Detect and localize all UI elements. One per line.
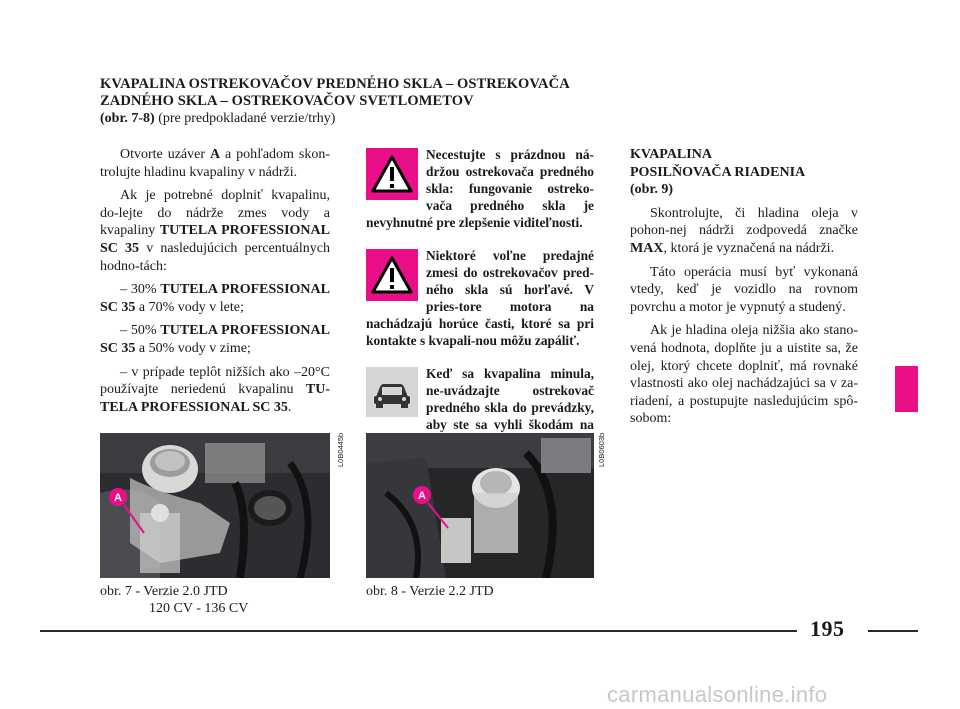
caution-text: Keď sa kvapalina minula, ne-uvádzajte ostrekovač predného skla do prevádzky, aby ste sa vyhli škodám na <box>426 366 594 432</box>
warning-box <box>366 146 594 231</box>
footer-rule <box>40 630 797 632</box>
column-washer-fluid <box>100 146 330 422</box>
list-item: – 50% TUTELA PROFESSIONAL SC 35 a 50% vody v zime; <box>100 323 330 356</box>
subsection-title: POSILŇOVAČA RIADENIA <box>630 164 806 180</box>
engine-photo-2 <box>366 433 594 578</box>
paragraph: Otvorte uzáver A a pohľadom skon-trolujte hladinu kvapaliny v nádrži. <box>100 147 330 180</box>
callout-label-a: A <box>418 490 426 502</box>
list-item: – 30% TUTELA PROFESSIONAL SC 35 a 70% vody v lete; <box>100 282 330 315</box>
warning-triangle-icon <box>366 148 418 200</box>
watermark: carmanualsonline.info <box>607 682 828 707</box>
column-power-steering <box>630 146 858 434</box>
column-warnings <box>366 146 594 466</box>
figure-code: L0B0445b <box>336 432 345 467</box>
version-note: (pre predpokladané verzie/trhy) <box>154 111 336 126</box>
figure-caption: obr. 8 - Verzie 2.2 JTD <box>366 584 494 599</box>
engine-photo-1 <box>100 433 330 578</box>
callout-label-a: A <box>114 492 122 504</box>
figure-caption: obr. 7 - Verzie 2.0 JTD 120 CV - 136 CV <box>100 584 249 616</box>
paragraph: Skontrolujte, či hladina oleja v pohon-nej nádrži zodpovedá značke MAX, ktorá je vyznačená na nádrži. <box>630 205 858 256</box>
paragraph: Ak je hladina oleja nižšia ako stano-vená hodnota, doplňte ju a uistite sa, že olej, ktorý chcete doplniť, má rovnaké vlastnosti ako olej nachádzajúci sa v za-riadení, a postupujte nasledujúcim spô-sobom: <box>630 323 858 427</box>
car-icon <box>366 367 418 417</box>
warning-text: Niektoré voľne predajné zmesi do ostrekovačov pred-ného skla sú horľavé. V pries-tore motora na nachádzajú horúce časti, ktoré sa pri kontakte s kvapali-nou môžu zapáliť. <box>366 248 594 348</box>
figure-reference: (obr. 7-8) <box>100 111 155 126</box>
paragraph: Táto operácia musí byť vykonaná vtedy, keď je vozidlo na rovnom povrchu a motor je vypnutý a studený. <box>630 264 858 315</box>
paragraph: Ak je potrebné doplniť kvapalinu, do-lejte do nádrže zmes vody a kvapaliny TUTELA PROFESSIONAL SC 35 v nasledujúcich percentuálnych hodno-tách: <box>100 188 331 274</box>
warning-box <box>366 247 594 349</box>
section-title-line1: KVAPALINA OSTREKOVAČOV PREDNÉHO SKLA – OSTREKOVAČA <box>100 76 570 92</box>
figure-code: L0B0603b <box>597 432 606 467</box>
chapter-tab-marker <box>895 366 918 412</box>
list-item: – v prípade teplôt nižších ako –20°C používajte neriedenú kvapalinu TU-TELA PROFESSIONAL SC 35. <box>100 364 330 415</box>
subsection-title: KVAPALINA <box>630 147 712 162</box>
warning-triangle-icon <box>366 249 418 301</box>
page-number: 195 <box>810 616 845 641</box>
section-subtitle <box>100 110 620 127</box>
section-title-line2: ZADNÉHO SKLA – OSTREKOVAČOV SVETLOMETOV <box>100 93 474 109</box>
warning-text: Necestujte s prázdnou ná-držou ostrekovača predného skla: fungovanie ostreko-vača predného skla je nevyhnutné pre zlepšenie viditeľnosti. <box>366 147 594 230</box>
footer-rule <box>868 630 918 632</box>
section-header <box>100 76 620 127</box>
figure-reference: (obr. 9) <box>630 182 674 198</box>
